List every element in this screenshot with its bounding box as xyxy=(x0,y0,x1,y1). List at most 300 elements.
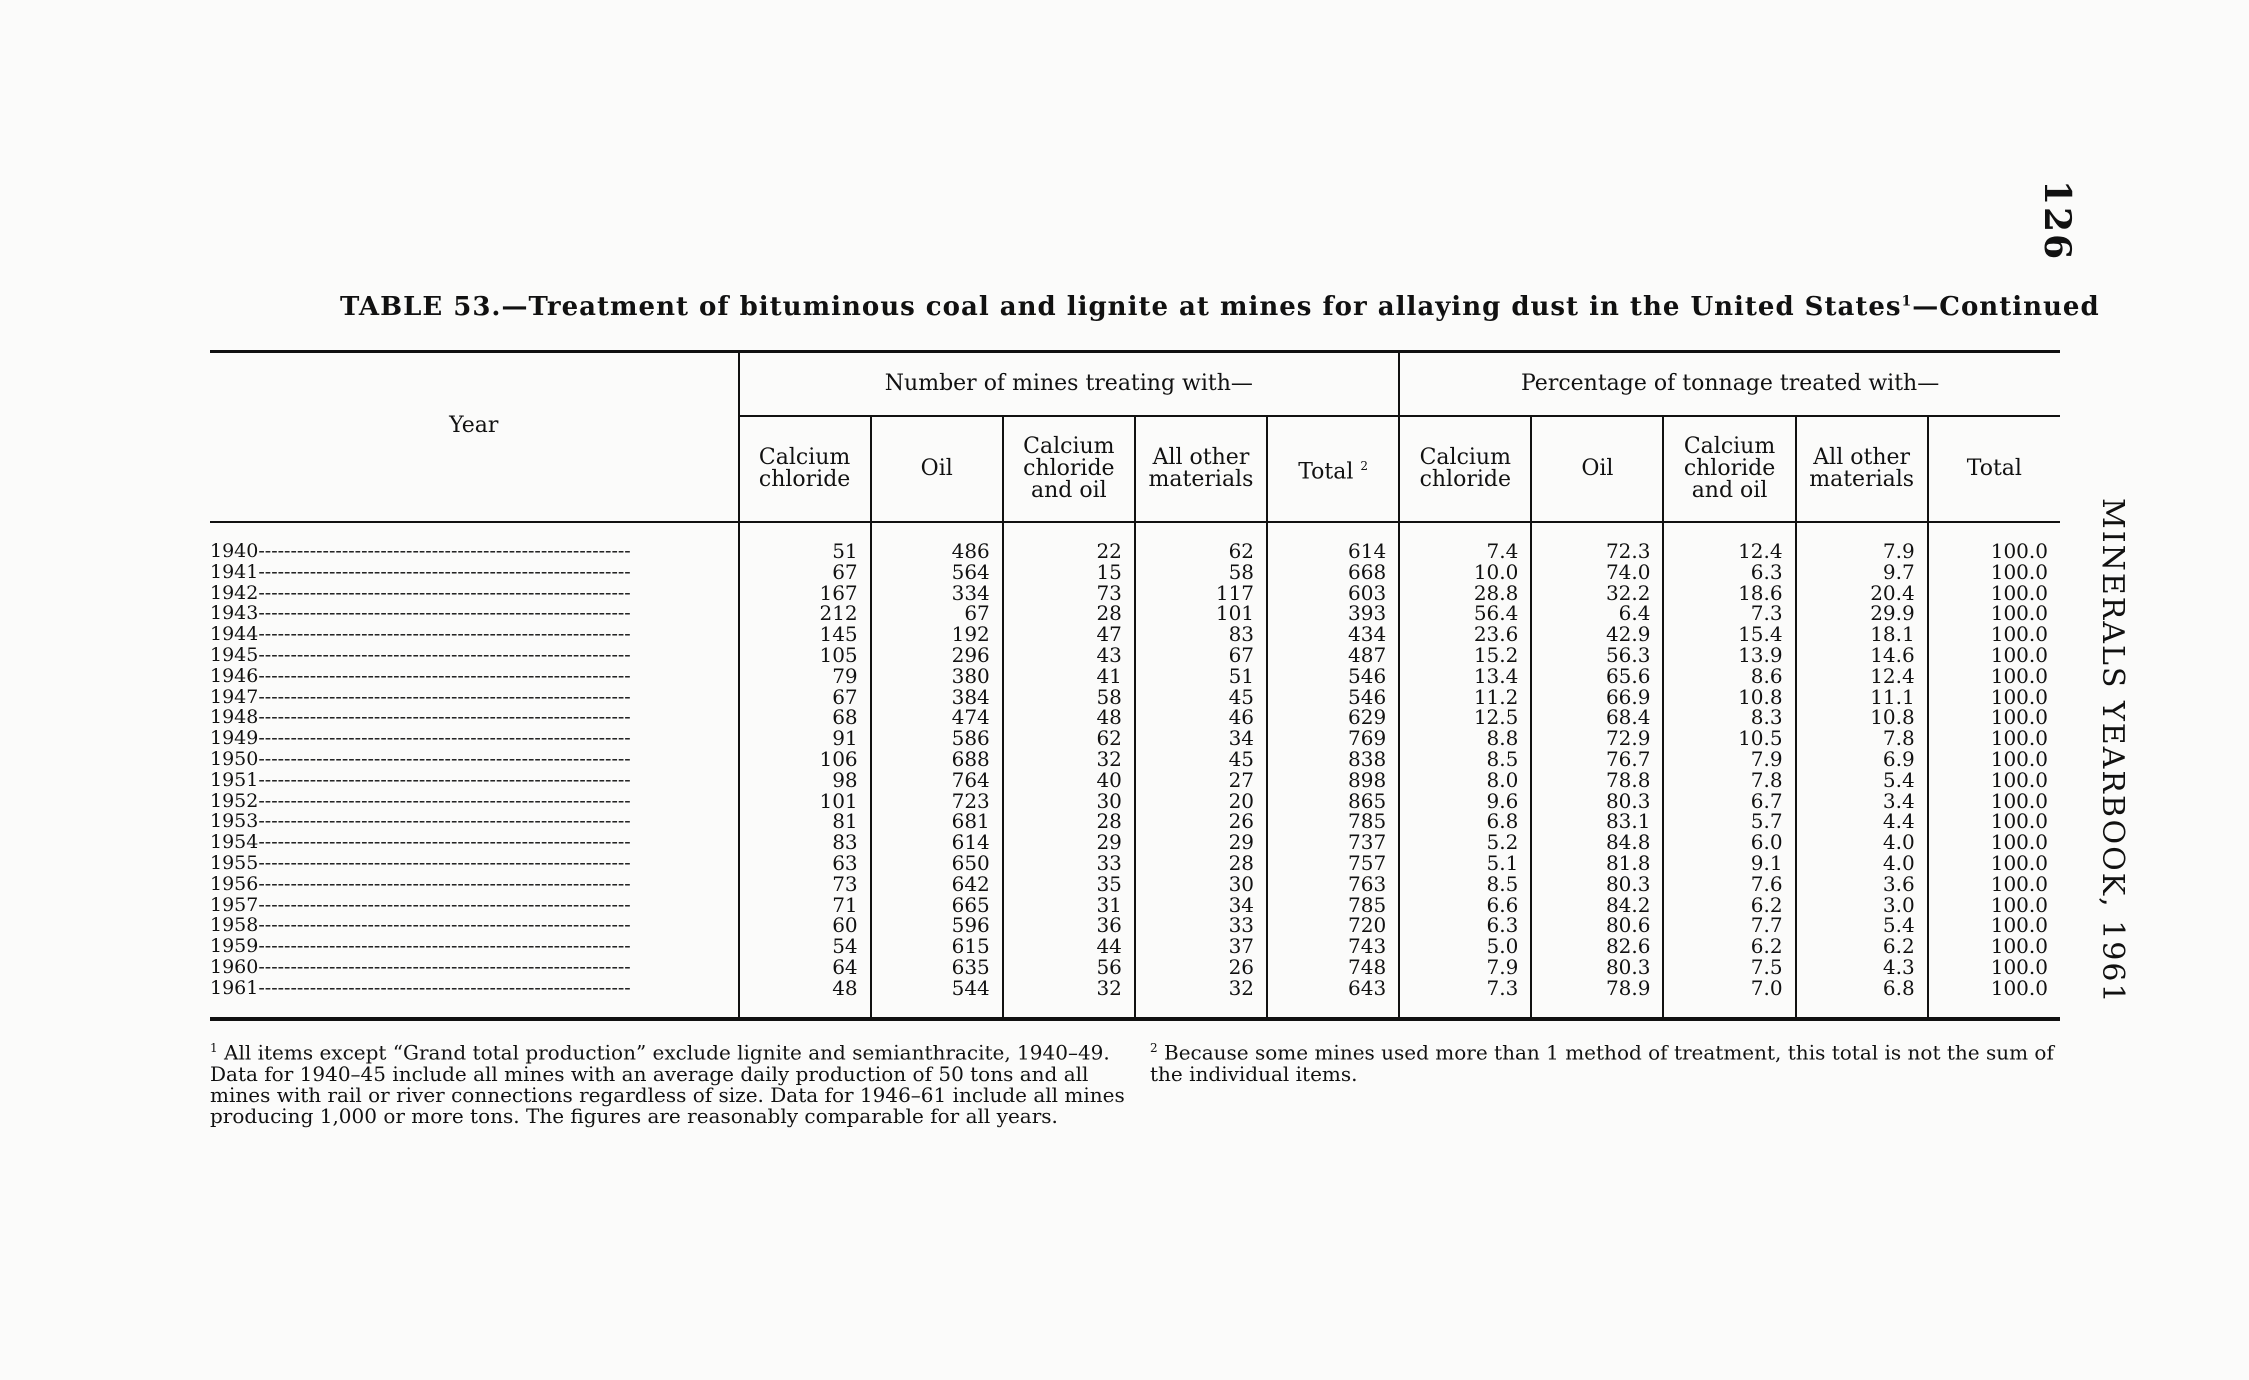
table-row xyxy=(210,583,2060,604)
cell-mines: 28 xyxy=(1003,811,1135,832)
cell-mines: 665 xyxy=(871,895,1003,916)
cell-mines: 106 xyxy=(739,749,871,770)
cell-percentage: 100.0 xyxy=(1928,811,2060,832)
title-footnote-ref: 1 xyxy=(1901,293,1913,310)
cell-percentage: 68.4 xyxy=(1531,707,1663,728)
cell-percentage: 7.9 xyxy=(1663,749,1795,770)
table-row xyxy=(210,770,2060,791)
row-year: 1943 xyxy=(210,603,259,625)
cell-mines: 486 xyxy=(871,522,1003,562)
cell-mines: 334 xyxy=(871,583,1003,604)
col-header-mines-calcium-chloride: Calcium chloride xyxy=(739,416,871,522)
row-year-cell xyxy=(210,707,739,728)
cell-mines: 650 xyxy=(871,853,1003,874)
cell-percentage: 84.8 xyxy=(1531,832,1663,853)
footnote-1-ref: 1 xyxy=(210,1041,218,1055)
cell-percentage: 9.1 xyxy=(1663,853,1795,874)
cell-mines: 56 xyxy=(1003,957,1135,978)
cell-mines: 586 xyxy=(871,728,1003,749)
table-title xyxy=(340,292,2100,322)
cell-mines: 688 xyxy=(871,749,1003,770)
cell-mines: 73 xyxy=(1003,583,1135,604)
cell-mines: 60 xyxy=(739,915,871,936)
cell-percentage: 100.0 xyxy=(1928,749,2060,770)
cell-percentage: 4.0 xyxy=(1796,853,1928,874)
cell-mines: 546 xyxy=(1267,687,1399,708)
cell-percentage: 9.6 xyxy=(1399,791,1531,812)
cell-percentage: 3.4 xyxy=(1796,791,1928,812)
cell-mines: 32 xyxy=(1003,978,1135,1019)
cell-mines: 46 xyxy=(1135,707,1267,728)
cell-mines: 603 xyxy=(1267,583,1399,604)
row-year: 1942 xyxy=(210,582,259,604)
cell-percentage: 8.0 xyxy=(1399,770,1531,791)
footnote-2-text: Because some mines used more than 1 method of treatment, this total is not the sum of the individual items. xyxy=(1150,1040,2054,1086)
row-year-cell xyxy=(210,749,739,770)
year-header: Year xyxy=(210,352,739,523)
cell-mines: 101 xyxy=(1135,603,1267,624)
row-year-cell xyxy=(210,874,739,895)
cell-mines: 79 xyxy=(739,666,871,687)
row-leader: ---------------------------------------------------------- xyxy=(258,728,631,749)
cell-percentage: 83.1 xyxy=(1531,811,1663,832)
cell-percentage: 72.3 xyxy=(1531,522,1663,562)
col-header-mines-calcium-chloride-and-oil: Calcium chloride and oil xyxy=(1003,416,1135,522)
cell-mines: 26 xyxy=(1135,811,1267,832)
table-row xyxy=(210,522,2060,562)
cell-mines: 20 xyxy=(1135,791,1267,812)
cell-percentage: 7.7 xyxy=(1663,915,1795,936)
cell-mines: 45 xyxy=(1135,749,1267,770)
cell-percentage: 6.8 xyxy=(1399,811,1531,832)
cell-percentage: 11.1 xyxy=(1796,687,1928,708)
cell-mines: 145 xyxy=(739,624,871,645)
col-header-pct-oil: Oil xyxy=(1531,416,1663,522)
cell-percentage: 8.8 xyxy=(1399,728,1531,749)
cell-mines: 384 xyxy=(871,687,1003,708)
cell-percentage: 10.8 xyxy=(1796,707,1928,728)
cell-percentage: 4.4 xyxy=(1796,811,1928,832)
row-year: 1940 xyxy=(210,540,259,562)
cell-percentage: 8.3 xyxy=(1663,707,1795,728)
cell-mines: 40 xyxy=(1003,770,1135,791)
cell-mines: 44 xyxy=(1003,936,1135,957)
col-header-pct-total: Total xyxy=(1928,416,2060,522)
cell-mines: 643 xyxy=(1267,978,1399,1019)
cell-mines: 380 xyxy=(871,666,1003,687)
row-year: 1958 xyxy=(210,915,259,937)
cell-percentage: 11.2 xyxy=(1399,687,1531,708)
cell-mines: 67 xyxy=(1135,645,1267,666)
cell-percentage: 8.5 xyxy=(1399,874,1531,895)
cell-percentage: 18.1 xyxy=(1796,624,1928,645)
cell-percentage: 20.4 xyxy=(1796,583,1928,604)
cell-percentage: 100.0 xyxy=(1928,522,2060,562)
cell-percentage: 100.0 xyxy=(1928,707,2060,728)
cell-mines: 30 xyxy=(1003,791,1135,812)
cell-percentage: 7.8 xyxy=(1796,728,1928,749)
cell-mines: 614 xyxy=(871,832,1003,853)
table-row xyxy=(210,978,2060,1019)
cell-percentage: 78.8 xyxy=(1531,770,1663,791)
row-leader: ---------------------------------------------------------- xyxy=(258,582,631,604)
cell-mines: 48 xyxy=(1003,707,1135,728)
cell-percentage: 12.5 xyxy=(1399,707,1531,728)
row-leader: ---------------------------------------------------------- xyxy=(258,665,631,687)
row-year-cell xyxy=(210,645,739,666)
row-year-cell xyxy=(210,583,739,604)
row-leader: ---------------------------------------------------------- xyxy=(258,915,631,937)
cell-percentage: 7.9 xyxy=(1796,522,1928,562)
cell-percentage: 7.3 xyxy=(1399,978,1531,1019)
cell-percentage: 81.8 xyxy=(1531,853,1663,874)
cell-percentage: 4.0 xyxy=(1796,832,1928,853)
row-leader: ---------------------------------------------------------- xyxy=(258,790,631,812)
cell-percentage: 65.6 xyxy=(1531,666,1663,687)
cell-percentage: 100.0 xyxy=(1928,895,2060,916)
cell-mines: 865 xyxy=(1267,791,1399,812)
cell-percentage: 5.1 xyxy=(1399,853,1531,874)
table-row xyxy=(210,666,2060,687)
row-year: 1961 xyxy=(210,977,259,999)
cell-percentage: 32.2 xyxy=(1531,583,1663,604)
cell-mines: 30 xyxy=(1135,874,1267,895)
cell-mines: 393 xyxy=(1267,603,1399,624)
row-year: 1946 xyxy=(210,665,259,687)
group-header-percentage: Percentage of tonnage treated with— xyxy=(1399,352,2060,417)
cell-mines: 748 xyxy=(1267,957,1399,978)
row-leader: ---------------------------------------------------------- xyxy=(258,873,631,895)
cell-percentage: 100.0 xyxy=(1928,687,2060,708)
row-year: 1948 xyxy=(210,707,259,729)
cell-percentage: 5.2 xyxy=(1399,832,1531,853)
row-year-cell xyxy=(210,853,739,874)
cell-mines: 91 xyxy=(739,728,871,749)
cell-percentage: 7.6 xyxy=(1663,874,1795,895)
cell-mines: 83 xyxy=(1135,624,1267,645)
mines-total-label: Total xyxy=(1298,459,1354,485)
cell-percentage: 100.0 xyxy=(1928,978,2060,1019)
cell-mines: 51 xyxy=(1135,666,1267,687)
cell-mines: 212 xyxy=(739,603,871,624)
cell-mines: 67 xyxy=(739,687,871,708)
cell-percentage: 6.0 xyxy=(1663,832,1795,853)
cell-percentage: 5.0 xyxy=(1399,936,1531,957)
cell-percentage: 7.4 xyxy=(1399,522,1531,562)
cell-percentage: 100.0 xyxy=(1928,936,2060,957)
cell-mines: 64 xyxy=(739,957,871,978)
cell-percentage: 4.3 xyxy=(1796,957,1928,978)
cell-percentage: 10.8 xyxy=(1663,687,1795,708)
cell-percentage: 10.0 xyxy=(1399,562,1531,583)
cell-mines: 564 xyxy=(871,562,1003,583)
row-year-cell xyxy=(210,728,739,749)
row-year-cell xyxy=(210,666,739,687)
cell-percentage: 5.4 xyxy=(1796,915,1928,936)
row-year: 1951 xyxy=(210,769,259,791)
cell-percentage: 6.4 xyxy=(1531,603,1663,624)
cell-percentage: 5.7 xyxy=(1663,811,1795,832)
row-year-cell xyxy=(210,562,739,583)
row-year-cell xyxy=(210,832,739,853)
cell-percentage: 8.6 xyxy=(1663,666,1795,687)
mines-total-footnote-ref: 2 xyxy=(1360,458,1369,473)
cell-mines: 32 xyxy=(1135,978,1267,1019)
group-header-mines: Number of mines treating with— xyxy=(739,352,1400,417)
row-year: 1957 xyxy=(210,894,259,916)
cell-mines: 58 xyxy=(1003,687,1135,708)
cell-mines: 474 xyxy=(871,707,1003,728)
cell-percentage: 56.3 xyxy=(1531,645,1663,666)
cell-percentage: 12.4 xyxy=(1796,666,1928,687)
row-year: 1941 xyxy=(210,561,259,583)
cell-mines: 898 xyxy=(1267,770,1399,791)
cell-percentage: 100.0 xyxy=(1928,583,2060,604)
cell-percentage: 42.9 xyxy=(1531,624,1663,645)
cell-mines: 33 xyxy=(1003,853,1135,874)
cell-mines: 67 xyxy=(871,603,1003,624)
row-leader: ---------------------------------------------------------- xyxy=(258,811,631,833)
cell-mines: 681 xyxy=(871,811,1003,832)
cell-percentage: 7.8 xyxy=(1663,770,1795,791)
cell-mines: 629 xyxy=(1267,707,1399,728)
cell-mines: 723 xyxy=(871,791,1003,812)
cell-mines: 763 xyxy=(1267,874,1399,895)
cell-percentage: 14.6 xyxy=(1796,645,1928,666)
cell-mines: 615 xyxy=(871,936,1003,957)
cell-mines: 29 xyxy=(1135,832,1267,853)
cell-mines: 296 xyxy=(871,645,1003,666)
cell-percentage: 29.9 xyxy=(1796,603,1928,624)
row-leader: ---------------------------------------------------------- xyxy=(258,977,631,999)
cell-percentage: 9.7 xyxy=(1796,562,1928,583)
row-year: 1947 xyxy=(210,686,259,708)
cell-mines: 45 xyxy=(1135,687,1267,708)
cell-percentage: 100.0 xyxy=(1928,728,2060,749)
cell-mines: 35 xyxy=(1003,874,1135,895)
cell-percentage: 6.8 xyxy=(1796,978,1928,1019)
row-leader: ---------------------------------------------------------- xyxy=(258,769,631,791)
row-year-cell xyxy=(210,791,739,812)
row-year: 1950 xyxy=(210,748,259,770)
cell-mines: 63 xyxy=(739,853,871,874)
row-year: 1955 xyxy=(210,852,259,874)
cell-mines: 117 xyxy=(1135,583,1267,604)
cell-percentage: 100.0 xyxy=(1928,853,2060,874)
cell-mines: 192 xyxy=(871,624,1003,645)
cell-percentage: 6.7 xyxy=(1663,791,1795,812)
cell-percentage: 8.5 xyxy=(1399,749,1531,770)
cell-mines: 737 xyxy=(1267,832,1399,853)
col-header-mines-oil: Oil xyxy=(871,416,1003,522)
row-year-cell xyxy=(210,687,739,708)
table-row xyxy=(210,707,2060,728)
row-year: 1960 xyxy=(210,956,259,978)
row-leader: ---------------------------------------------------------- xyxy=(258,644,631,666)
cell-percentage: 74.0 xyxy=(1531,562,1663,583)
col-header-pct-calcium-chloride: Calcium chloride xyxy=(1399,416,1531,522)
table-row xyxy=(210,603,2060,624)
cell-mines: 34 xyxy=(1135,728,1267,749)
cell-mines: 33 xyxy=(1135,915,1267,936)
cell-mines: 37 xyxy=(1135,936,1267,957)
cell-mines: 36 xyxy=(1003,915,1135,936)
row-year: 1953 xyxy=(210,811,259,833)
cell-percentage: 100.0 xyxy=(1928,957,2060,978)
cell-percentage: 12.4 xyxy=(1663,522,1795,562)
row-leader: ---------------------------------------------------------- xyxy=(258,686,631,708)
cell-percentage: 66.9 xyxy=(1531,687,1663,708)
footnote-1-text: All items except “Grand total production” exclude lignite and semianthracite, 1940–49. Data for 1940–45 include all mines with an average daily production of 50 tons and all mines with rail or river connections regardless of size. Data for 1946–61 include all mines producing 1,000 or more tons. The figures are reasonably comparable for all years. xyxy=(210,1040,1125,1128)
cell-mines: 47 xyxy=(1003,624,1135,645)
row-leader: ---------------------------------------------------------- xyxy=(258,852,631,874)
cell-percentage: 100.0 xyxy=(1928,770,2060,791)
cell-percentage: 6.6 xyxy=(1399,895,1531,916)
footnote-2 xyxy=(1150,1038,2065,1085)
cell-percentage: 7.9 xyxy=(1399,957,1531,978)
cell-percentage: 6.2 xyxy=(1663,936,1795,957)
cell-mines: 167 xyxy=(739,583,871,604)
cell-mines: 62 xyxy=(1003,728,1135,749)
cell-mines: 27 xyxy=(1135,770,1267,791)
row-year: 1944 xyxy=(210,624,259,645)
row-leader: ---------------------------------------------------------- xyxy=(258,540,631,562)
row-year-cell xyxy=(210,522,739,562)
table-row xyxy=(210,624,2060,645)
cell-percentage: 100.0 xyxy=(1928,666,2060,687)
data-table xyxy=(210,350,2060,1021)
cell-mines: 62 xyxy=(1135,522,1267,562)
table-row xyxy=(210,562,2060,583)
table-row xyxy=(210,728,2060,749)
row-year-cell xyxy=(210,936,739,957)
table-row xyxy=(210,687,2060,708)
cell-percentage: 7.5 xyxy=(1663,957,1795,978)
table-title-text: TABLE 53.—Treatment of bituminous coal and lignite at mines for allaying dust in the United States xyxy=(340,292,1902,322)
row-leader: ---------------------------------------------------------- xyxy=(258,894,631,916)
cell-mines: 15 xyxy=(1003,562,1135,583)
cell-percentage: 3.0 xyxy=(1796,895,1928,916)
cell-mines: 105 xyxy=(739,645,871,666)
cell-percentage: 76.7 xyxy=(1531,749,1663,770)
row-year-cell xyxy=(210,957,739,978)
row-year-cell xyxy=(210,895,739,916)
page-number: 126 xyxy=(2036,180,2078,262)
cell-percentage: 72.9 xyxy=(1531,728,1663,749)
cell-percentage: 6.3 xyxy=(1663,562,1795,583)
cell-mines: 642 xyxy=(871,874,1003,895)
cell-percentage: 84.2 xyxy=(1531,895,1663,916)
cell-mines: 31 xyxy=(1003,895,1135,916)
running-head: MINERALS YEARBOOK, 1961 xyxy=(2095,498,2130,1005)
cell-mines: 68 xyxy=(739,707,871,728)
row-year-cell xyxy=(210,978,739,1019)
col-header-mines-all-other: All other materials xyxy=(1135,416,1267,522)
cell-mines: 769 xyxy=(1267,728,1399,749)
cell-mines: 54 xyxy=(739,936,871,957)
cell-percentage: 7.0 xyxy=(1663,978,1795,1019)
cell-mines: 28 xyxy=(1003,603,1135,624)
cell-mines: 838 xyxy=(1267,749,1399,770)
row-year-cell xyxy=(210,770,739,791)
cell-percentage: 6.3 xyxy=(1399,915,1531,936)
row-leader: ---------------------------------------------------------- xyxy=(258,624,631,645)
row-leader: ---------------------------------------------------------- xyxy=(258,707,631,729)
cell-percentage: 18.6 xyxy=(1663,583,1795,604)
cell-percentage: 80.3 xyxy=(1531,791,1663,812)
cell-mines: 81 xyxy=(739,811,871,832)
cell-mines: 67 xyxy=(739,562,871,583)
cell-mines: 29 xyxy=(1003,832,1135,853)
cell-percentage: 80.3 xyxy=(1531,957,1663,978)
col-header-mines-total xyxy=(1267,416,1399,522)
row-year-cell xyxy=(210,624,739,645)
table-row xyxy=(210,853,2060,874)
cell-percentage: 80.3 xyxy=(1531,874,1663,895)
cell-mines: 785 xyxy=(1267,811,1399,832)
cell-mines: 83 xyxy=(739,832,871,853)
cell-percentage: 82.6 xyxy=(1531,936,1663,957)
cell-mines: 487 xyxy=(1267,645,1399,666)
table-row xyxy=(210,915,2060,936)
cell-percentage: 100.0 xyxy=(1928,603,2060,624)
cell-mines: 764 xyxy=(871,770,1003,791)
cell-percentage: 3.6 xyxy=(1796,874,1928,895)
row-year: 1949 xyxy=(210,728,259,749)
table-row xyxy=(210,832,2060,853)
cell-mines: 614 xyxy=(1267,522,1399,562)
cell-percentage: 100.0 xyxy=(1928,791,2060,812)
cell-percentage: 28.8 xyxy=(1399,583,1531,604)
cell-mines: 785 xyxy=(1267,895,1399,916)
cell-percentage: 23.6 xyxy=(1399,624,1531,645)
cell-percentage: 100.0 xyxy=(1928,915,2060,936)
row-year: 1956 xyxy=(210,873,259,895)
cell-percentage: 15.4 xyxy=(1663,624,1795,645)
cell-percentage: 100.0 xyxy=(1928,562,2060,583)
cell-percentage: 10.5 xyxy=(1663,728,1795,749)
cell-percentage: 100.0 xyxy=(1928,832,2060,853)
cell-mines: 34 xyxy=(1135,895,1267,916)
table-row xyxy=(210,895,2060,916)
cell-mines: 668 xyxy=(1267,562,1399,583)
row-year: 1945 xyxy=(210,644,259,666)
row-leader: ---------------------------------------------------------- xyxy=(258,561,631,583)
cell-mines: 434 xyxy=(1267,624,1399,645)
cell-mines: 101 xyxy=(739,791,871,812)
row-leader: ---------------------------------------------------------- xyxy=(258,956,631,978)
table-row xyxy=(210,811,2060,832)
cell-mines: 22 xyxy=(1003,522,1135,562)
cell-mines: 635 xyxy=(871,957,1003,978)
cell-percentage: 56.4 xyxy=(1399,603,1531,624)
table-row xyxy=(210,749,2060,770)
cell-mines: 757 xyxy=(1267,853,1399,874)
cell-mines: 26 xyxy=(1135,957,1267,978)
cell-percentage: 80.6 xyxy=(1531,915,1663,936)
row-year-cell xyxy=(210,603,739,624)
cell-mines: 28 xyxy=(1135,853,1267,874)
cell-mines: 71 xyxy=(739,895,871,916)
cell-percentage: 100.0 xyxy=(1928,645,2060,666)
table-row xyxy=(210,645,2060,666)
cell-percentage: 5.4 xyxy=(1796,770,1928,791)
cell-percentage: 100.0 xyxy=(1928,624,2060,645)
row-leader: ---------------------------------------------------------- xyxy=(258,936,631,957)
row-leader: ---------------------------------------------------------- xyxy=(258,832,631,853)
table-row xyxy=(210,874,2060,895)
cell-percentage: 13.4 xyxy=(1399,666,1531,687)
